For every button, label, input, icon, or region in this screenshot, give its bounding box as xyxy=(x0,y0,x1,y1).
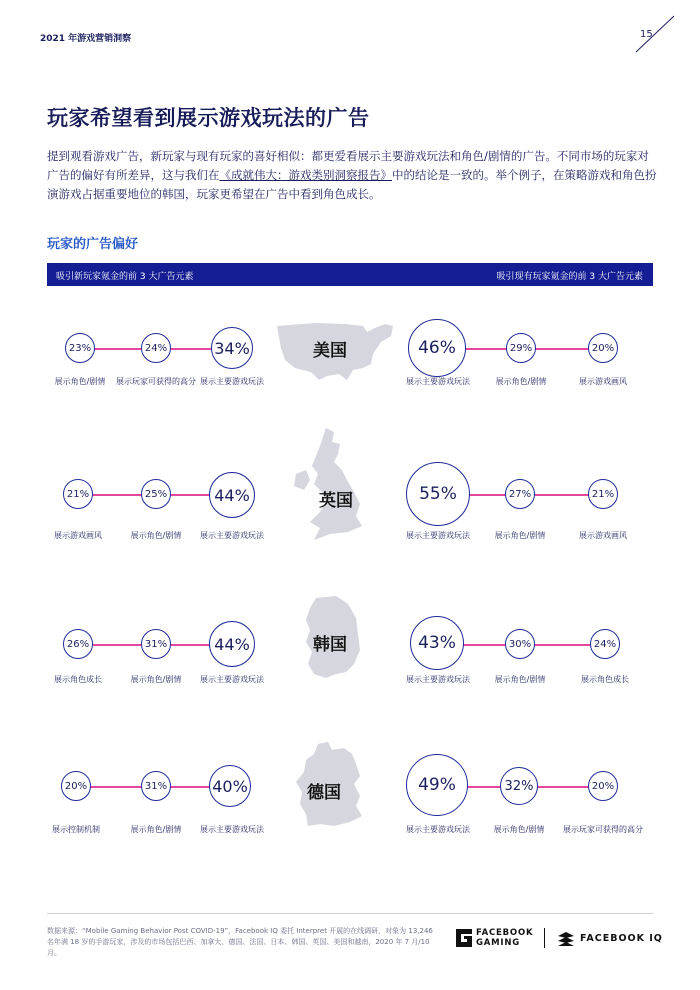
stat-label: 展示角色成长 xyxy=(54,675,102,684)
stat-circle: 31% xyxy=(141,771,171,801)
logo-separator xyxy=(544,928,545,948)
stat-label: 展示角色成长 xyxy=(581,675,629,684)
stat-circle: 23% xyxy=(65,333,95,363)
intro-text-part1: 提到观看游戏广告，新玩家与现有玩家的喜好相似：都更爱看展示主要游戏玩法和角色/剧情的广告。不同市场的玩家对广告的偏好有所差异，这与我们在 xyxy=(47,149,649,182)
stat-circle: 31% xyxy=(141,629,171,659)
stat-label: 展示角色/剧情 xyxy=(493,825,545,834)
stat-label: 展示游戏画风 xyxy=(54,531,102,540)
country-name: 美国 xyxy=(313,341,347,361)
facebook-iq-mark-icon xyxy=(556,932,576,946)
report-title: 2021 年游戏营销洞察 xyxy=(40,34,132,44)
stat-circle: 55% xyxy=(406,462,470,526)
country-row-korea xyxy=(0,594,700,734)
stat-label: 展示控制机制 xyxy=(52,825,100,834)
report-link[interactable]: 《成就伟大：游戏类别洞察报告》 xyxy=(219,168,392,182)
header-band xyxy=(47,263,653,286)
stat-circle: 49% xyxy=(406,754,468,816)
country-name: 韩国 xyxy=(313,635,347,655)
stat-label: 展示角色/剧情 xyxy=(54,377,106,386)
stat-label: 展示游戏画风 xyxy=(579,377,627,386)
facebook-gaming-mark-icon xyxy=(456,929,472,947)
band-right-label: 吸引现有玩家氪金的前 3 大广告元素 xyxy=(496,272,643,282)
stat-label: 展示主要游戏玩法 xyxy=(200,675,264,684)
stat-circle: 26% xyxy=(63,629,93,659)
stat-circle: 25% xyxy=(141,479,171,509)
logo-iq-text: FACEBOOK IQ xyxy=(580,933,663,944)
stat-label: 展示角色/剧情 xyxy=(130,825,182,834)
stat-label: 展示主要游戏玩法 xyxy=(406,531,470,540)
stat-circle: 20% xyxy=(61,771,91,801)
stat-label: 展示角色/剧情 xyxy=(130,531,182,540)
intro-text-part2: 中的结论是一致的。举个例子，在策略游戏和角色扮演游戏占据重要地位的韩国，玩家更希望在广告中看到角色成长。 xyxy=(47,168,657,201)
stat-circle: 44% xyxy=(209,472,255,518)
stat-label: 展示玩家可获得的高分 xyxy=(116,377,196,386)
source-note: 数据来源：“Mobile Gaming Behavior Post COVID-19”，Facebook IQ 委托 Interpret 开展的在线调研，对象为 13,246 名年满 18 岁的手游玩家，涉及的市场包括巴西、加拿大、德国、法国、日本、韩国、英国、美国和越南，2020 年 7 月/10 月。 xyxy=(47,927,433,957)
section-title: 玩家的广告偏好 xyxy=(47,237,139,252)
country-row-uk xyxy=(0,446,700,586)
stat-label: 展示主要游戏玩法 xyxy=(200,825,264,834)
country-row-germany xyxy=(0,740,700,880)
stat-circle: 46% xyxy=(408,319,466,377)
band-left-label: 吸引新玩家氪金的前 3 大广告元素 xyxy=(56,272,194,282)
intro-paragraph xyxy=(47,147,659,204)
stat-circle: 34% xyxy=(211,327,253,369)
stat-label: 展示角色/剧情 xyxy=(494,675,546,684)
stat-label: 展示主要游戏玩法 xyxy=(200,531,264,540)
stat-circle: 20% xyxy=(588,333,618,363)
stat-circle: 44% xyxy=(209,621,255,667)
stat-circle: 20% xyxy=(588,771,618,801)
stat-label: 展示角色/剧情 xyxy=(494,531,546,540)
stat-circle: 24% xyxy=(590,629,620,659)
footer-divider xyxy=(47,913,653,914)
stat-circle: 27% xyxy=(505,479,535,509)
facebook-gaming-logo xyxy=(456,928,538,948)
page-number: 15 xyxy=(640,29,653,40)
stat-label: 展示主要游戏玩法 xyxy=(406,377,470,386)
stat-circle: 30% xyxy=(505,629,535,659)
stat-label: 展示主要游戏玩法 xyxy=(406,825,470,834)
stat-label: 展示主要游戏玩法 xyxy=(200,377,264,386)
stat-label: 展示角色/剧情 xyxy=(495,377,547,386)
stat-circle: 40% xyxy=(209,765,251,807)
country-row-usa xyxy=(0,300,700,440)
stat-circle: 21% xyxy=(588,479,618,509)
logo-text-line2: GAMING xyxy=(476,938,521,948)
stat-circle: 24% xyxy=(141,333,171,363)
stat-label: 展示游戏画风 xyxy=(579,531,627,540)
stat-circle: 43% xyxy=(410,616,464,670)
country-name: 德国 xyxy=(307,783,341,803)
stat-label: 展示玩家可获得的高分 xyxy=(563,825,643,834)
stat-circle: 21% xyxy=(63,479,93,509)
slash-decoration xyxy=(626,14,686,54)
stat-label: 展示主要游戏玩法 xyxy=(406,675,470,684)
stat-circle: 29% xyxy=(506,333,536,363)
country-name: 英国 xyxy=(319,491,353,511)
page-title: 玩家希望看到展示游戏玩法的广告 xyxy=(47,106,370,130)
logo-text-line1: FACEBOOK xyxy=(476,928,534,938)
stat-label: 展示角色/剧情 xyxy=(130,675,182,684)
stat-circle: 32% xyxy=(500,767,538,805)
